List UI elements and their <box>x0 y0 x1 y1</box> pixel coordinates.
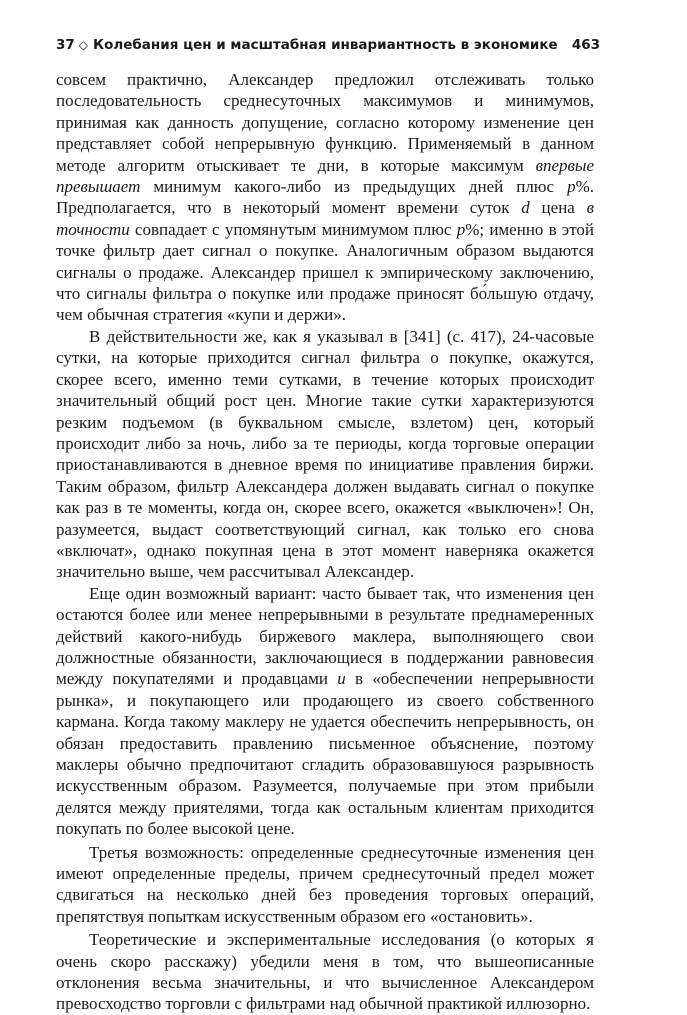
paragraph-1 <box>56 69 594 326</box>
paragraph-2 <box>56 326 594 583</box>
text-segment: Теоретические и экспериментальные исследования (о которых я очень скоро расскажу) убедили меня в том, что вышеописанные отклонения весьма значительны, и что вычисленное Александером превосходство торговли с фильтрами над обычной практикой иллюзорно. <box>56 930 594 1014</box>
text-segment: Еще один возможный вариант: часто бывает так, что изменения цен остаются более или менее непрерывными в результате преднамеренных действий какого-нибудь биржевого маклера, выполняющего свои должностные обязанности, заключающиеся в поддержании равновесия между покупателями и продавцами <box>56 583 594 689</box>
chapter-number: 37 <box>56 37 75 53</box>
text-segment: минимум какого-либо из предыдущих дней плюс <box>140 177 568 197</box>
text-segment: совпадает с упомянутым минимумом плюс <box>129 219 457 239</box>
text-segment: В действительности же, как я указывал в [341] (с. 417), 24-часовые сутки, на которые приходится сигнал фильтра о покупке, окажутся, скорее всего, именно теми сутками, в течение которых происходит значительный общий рост цен. Многие такие сутки характеризуются резким подъемом (в буквальном смысле, взлетом) цен, который происходит либо за ночь, либо за те периоды, когда торговые операции приостанавливаются в дневное время по инициативе правления биржи. Таким образом, фильтр Александера должен выдавать сигнал о покупке как раз в те моменты, когда он, скорее всего, окажется «выключен»! Он, разумеется, выдаст соответствующий сигнал, как только его снова «включат», однако покупная цена в этот момент наверняка окажется значительно выше, чем рассчитывал Александер. <box>56 326 594 582</box>
text-segment: цена <box>529 198 587 218</box>
italic-text: p <box>456 219 466 239</box>
italic-text: впервые превышает <box>56 155 594 197</box>
italic-text: и <box>337 669 346 689</box>
text-segment: совсем практично, Александер предложил отслеживать только последовательность среднесуточных максимумов и минимумов, принимая как данность допущение, согласно которому изменение цен представляет собой непрерывную функцию. Применяемый в данном методе алгоритм отыскивает те дни, в которые максимум <box>56 70 594 175</box>
paragraph-4 <box>56 842 594 928</box>
running-head <box>56 34 600 56</box>
chapter-heading <box>56 34 558 56</box>
chapter-title: Колебания цен и масштабная инвариантность в экономике <box>93 37 558 53</box>
page-number: 463 <box>571 37 600 53</box>
text-segment: %; именно в этой точке фильтр дает сигнал о покупке. Аналогичным образом выдаются сигналы о продаже. Александер пришел к эмпирическому заключению, что сигналы фильтра о покупке или продаже приносят бо́льшую отдачу, чем обычная стратегия «купи и держи». <box>56 219 595 325</box>
paragraph-5 <box>56 929 594 1015</box>
text-segment: в «обеспечении непрерывности рынка», и покупающего или продающего из своего собственного кармана. Когда такому маклеру не удается обеспечить непрерывность, он обязан предоставить правлению письменное объяснение, поэтому маклеры обычно предпочитают сгладить образовавшуюся разрывность искусственным образом. Разумеется, получаемые при этом прибыли делятся между приятелями, тогда как остальным клиентам приходится покупать по более высокой цене. <box>56 669 595 839</box>
italic-text: p <box>567 177 576 197</box>
paragraph-3 <box>56 583 594 840</box>
italic-text: в точности <box>56 198 594 239</box>
diamond-icon: ◇ <box>78 38 89 52</box>
body-text <box>56 69 594 1015</box>
text-segment: Третья возможность: определенные среднесуточные изменения цен имеют определенные пределы, причем среднесуточный предел может сдвигаться на несколько дней без проведения торговых операций, препятствуя попыткам искусственным образом его «остановить». <box>56 842 594 926</box>
text-segment: %. Предполагается, что в некоторый момент времени суток <box>56 177 594 218</box>
italic-text: d <box>521 198 530 218</box>
